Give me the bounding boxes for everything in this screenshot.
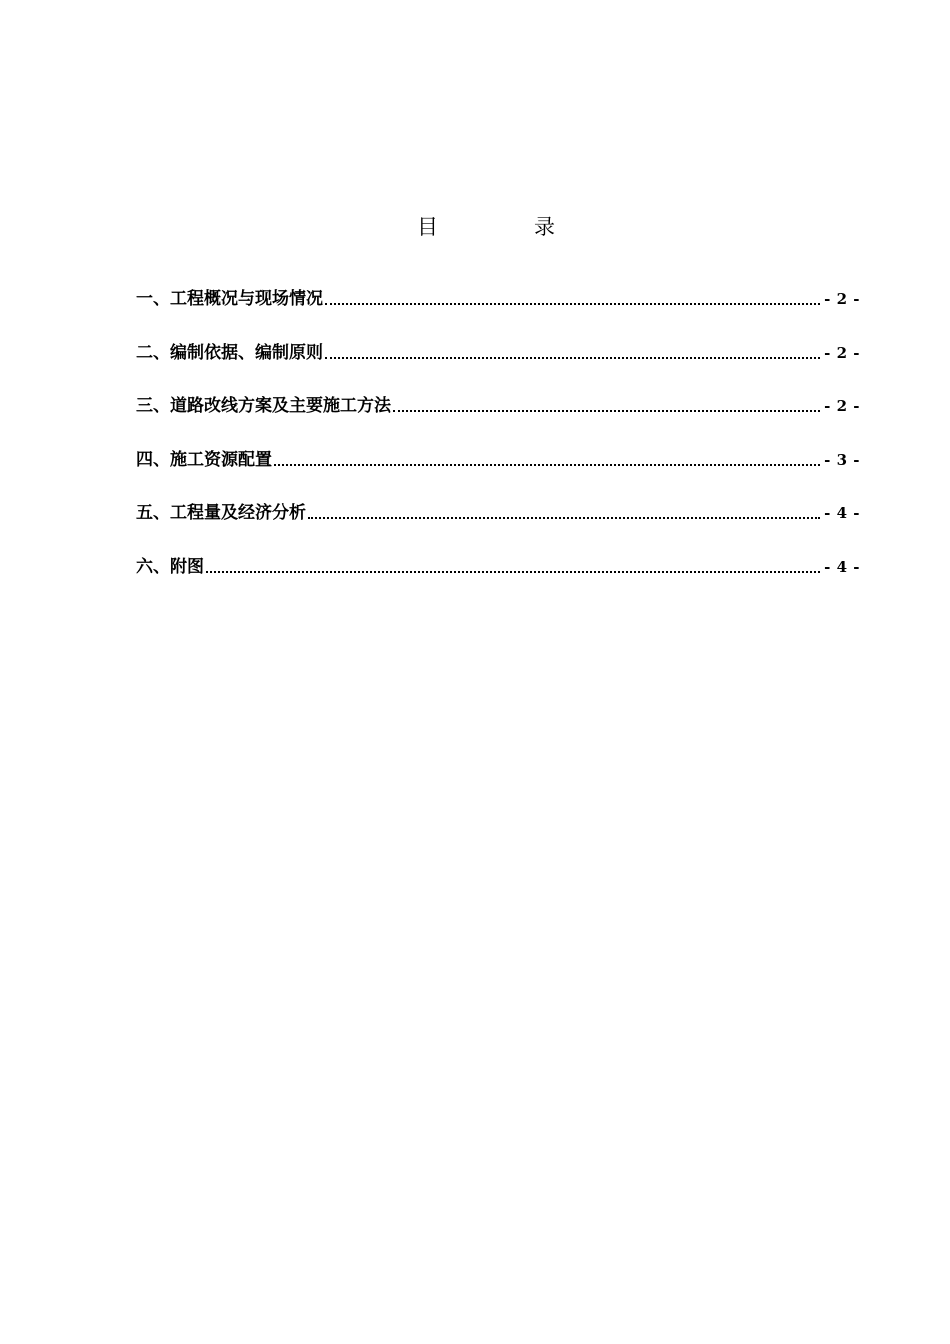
dot-leader	[308, 517, 820, 519]
dot-leader	[325, 303, 820, 305]
toc-entry-page: - 2 -	[824, 397, 860, 416]
toc-entry-label: 六、附图	[136, 556, 204, 577]
toc-heading-right: 录	[534, 215, 555, 239]
dot-leader	[274, 464, 820, 466]
toc-heading	[0, 212, 950, 242]
toc-entry-5[interactable]	[136, 494, 860, 524]
toc-list	[136, 280, 860, 602]
toc-entry-label: 三、道路改线方案及主要施工方法	[136, 396, 391, 417]
dot-leader	[393, 410, 820, 412]
toc-entry-2[interactable]	[136, 334, 860, 364]
toc-entry-page: - 2 -	[824, 343, 860, 362]
toc-entry-page: - 2 -	[824, 290, 860, 308]
toc-entry-6[interactable]	[136, 548, 860, 578]
toc-entry-label: 二、编制依据、编制原则	[136, 342, 323, 363]
toc-entry-1[interactable]	[136, 280, 860, 310]
toc-entry-page: - 4 -	[824, 557, 860, 576]
toc-entry-label: 一、工程概况与现场情况	[136, 289, 323, 309]
toc-entry-label: 四、施工资源配置	[136, 449, 272, 470]
dot-leader	[206, 571, 820, 573]
toc-entry-label: 五、工程量及经济分析	[136, 503, 306, 524]
toc-heading-left: 目	[417, 215, 438, 239]
toc-entry-page: - 4 -	[824, 504, 860, 523]
toc-entry-3[interactable]	[136, 387, 860, 417]
dot-leader	[325, 357, 820, 359]
toc-entry-4[interactable]	[136, 441, 860, 471]
toc-entry-page: - 3 -	[824, 450, 860, 469]
